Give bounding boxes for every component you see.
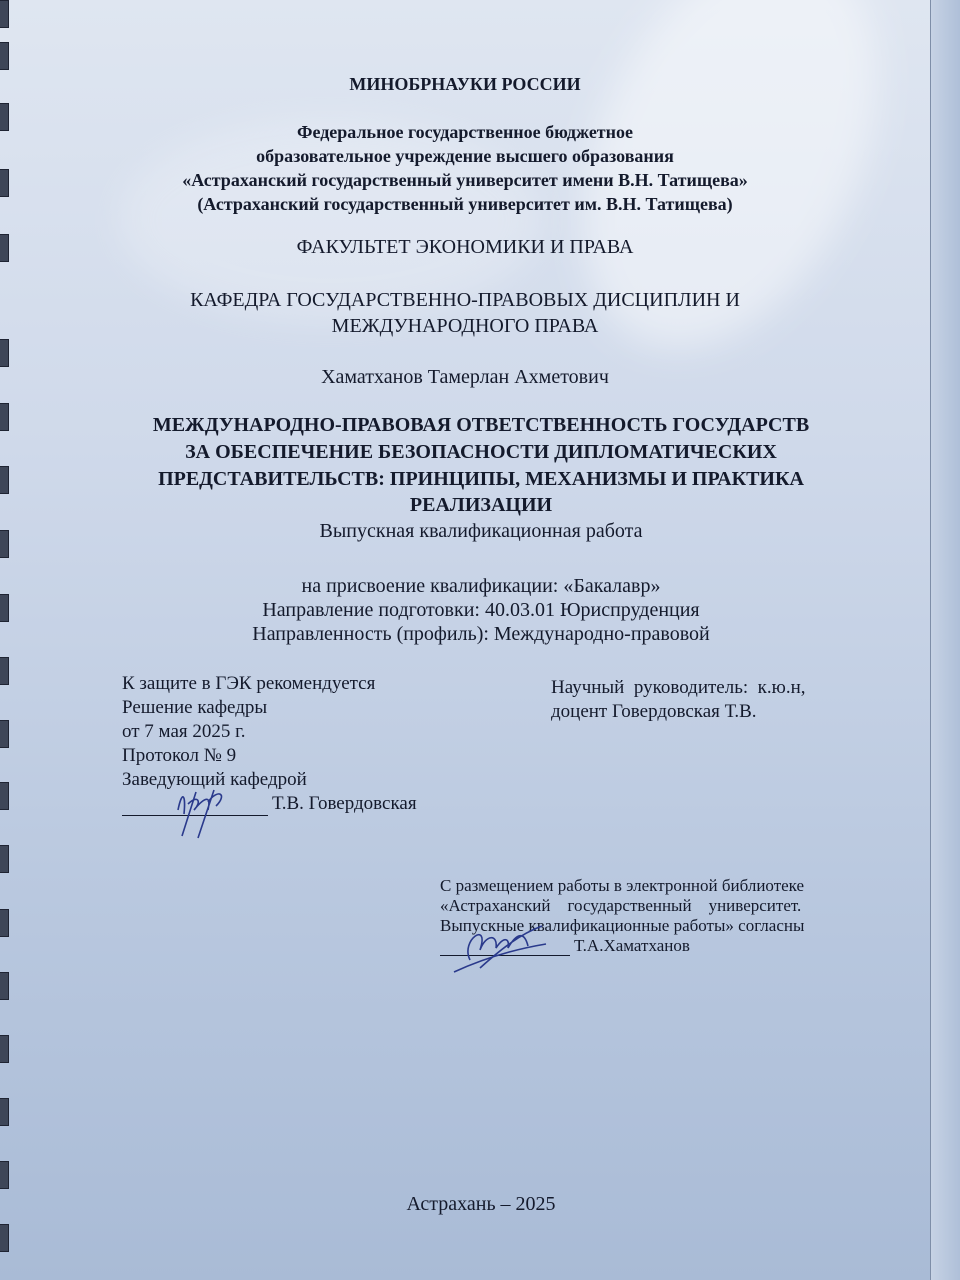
spiral-binding xyxy=(0,403,9,431)
spiral-binding xyxy=(0,42,9,70)
spiral-binding xyxy=(0,339,9,367)
thesis-title: МЕЖДУНАРОДНО-ПРАВОВАЯ ОТВЕТСТВЕННОСТЬ ГОСУДАРСТВ xyxy=(152,414,810,436)
next-page-edge xyxy=(930,0,960,1280)
head-signature-name: Т.В. Говердовская xyxy=(272,793,417,814)
head-of-department-label: Заведующий кафедрой xyxy=(122,769,307,790)
spiral-binding xyxy=(0,594,9,622)
department-decision: Решение кафедры xyxy=(122,697,268,718)
spiral-binding xyxy=(0,1224,9,1252)
spiral-binding xyxy=(0,1161,9,1189)
decision-date: от 7 мая 2025 г. xyxy=(122,721,246,742)
institution-line: образовательное учреждение высшего образования xyxy=(256,146,674,166)
thesis-title: РЕАЛИЗАЦИИ xyxy=(409,494,553,516)
spiral-binding xyxy=(0,1035,9,1063)
profile: Направленность (профиль): Международно-правовой xyxy=(252,623,710,645)
consent-text: С размещением работы в электронной библиотеке xyxy=(440,876,805,895)
department-name: МЕЖДУНАРОДНОГО ПРАВА xyxy=(331,315,599,337)
institution-name: «Астраханский государственный университет имени В.Н. Татищева» xyxy=(182,170,748,190)
supervisor-name: доцент Говердовская Т.В. xyxy=(551,701,757,722)
qualification: на присвоение квалификации: «Бакалавр» xyxy=(301,575,661,597)
spiral-binding xyxy=(0,530,9,558)
faculty-name: ФАКУЛЬТЕТ ЭКОНОМИКИ И ПРАВА xyxy=(296,236,634,258)
defense-block xyxy=(122,672,417,816)
thesis-title: ПРЕДСТАВИТЕЛЬСТВ: ПРИНЦИПЫ, МЕХАНИЗМЫ И ПРАКТИКА xyxy=(158,468,804,490)
thesis-title: ЗА ОБЕСПЕЧЕНИЕ БЕЗОПАСНОСТИ ДИПЛОМАТИЧЕСКИХ xyxy=(185,441,777,463)
institution-short-name: (Астраханский государственный университет им. В.Н. Татищева) xyxy=(197,194,733,214)
spiral-binding xyxy=(0,909,9,937)
spiral-binding xyxy=(0,234,9,262)
spiral-binding xyxy=(0,972,9,1000)
consent-text: Выпускные квалификационные работы» согласны xyxy=(440,916,805,935)
spiral-binding xyxy=(0,720,9,748)
institution-line: Федеральное государственное бюджетное xyxy=(296,122,634,142)
supervisor-title: Научный руководитель: к.ю.н, xyxy=(551,677,806,698)
supervisor-block xyxy=(551,676,867,724)
ministry-heading: МИНОБРНАУКИ РОССИИ xyxy=(349,74,581,94)
spiral-binding xyxy=(0,169,9,197)
consent-text: «Астраханский государственный университет. xyxy=(440,896,802,915)
work-type: Выпускная квалификационная работа xyxy=(319,520,643,542)
student-signature-name: Т.А.Хаматханов xyxy=(574,936,690,955)
spiral-binding xyxy=(0,782,9,810)
spiral-binding xyxy=(0,1098,9,1126)
city-year: Астрахань – 2025 xyxy=(406,1193,556,1215)
spiral-binding xyxy=(0,845,9,873)
spiral-binding xyxy=(0,657,9,685)
defense-recommendation: К защите в ГЭК рекомендуется xyxy=(122,673,376,694)
department-name: КАФЕДРА ГОСУДАРСТВЕННО-ПРАВОВЫХ ДИСЦИПЛИН И xyxy=(190,289,740,311)
author-name: Хаматханов Тамерлан Ахметович xyxy=(321,366,609,388)
spiral-binding xyxy=(0,0,9,28)
protocol-number: Протокол № 9 xyxy=(122,745,237,766)
head-signature-line xyxy=(122,792,417,816)
spiral-binding xyxy=(0,103,9,131)
student-signature-icon xyxy=(450,920,550,980)
direction: Направление подготовки: 40.03.01 Юриспруденция xyxy=(262,599,700,621)
head-signature-icon xyxy=(168,780,238,840)
spiral-binding xyxy=(0,466,9,494)
